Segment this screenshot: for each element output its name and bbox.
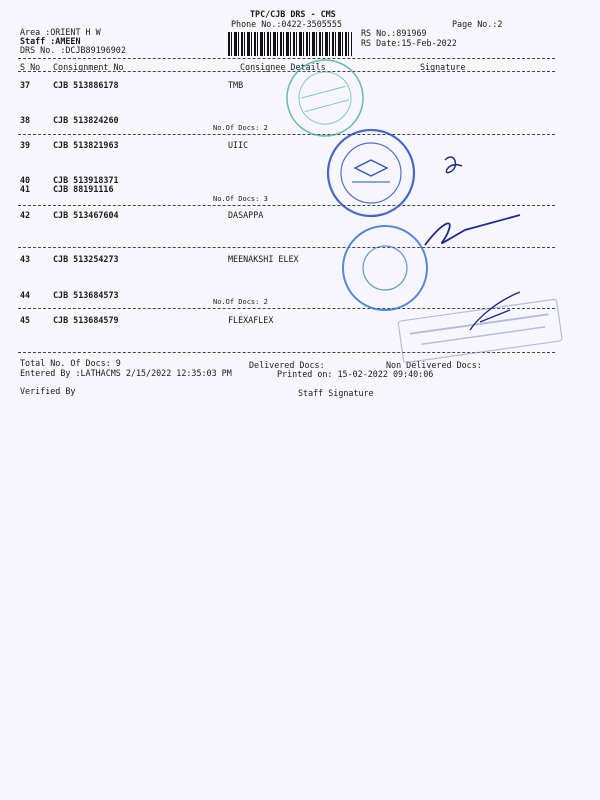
phone-number: Phone No.:0422-3505555 bbox=[231, 19, 342, 29]
divider bbox=[18, 205, 555, 206]
row-sno: 43 bbox=[20, 254, 31, 264]
divider bbox=[18, 308, 555, 309]
delivered-docs: Delivered Docs: bbox=[249, 360, 325, 370]
company-stamp bbox=[343, 226, 427, 310]
row-consignment: CJB 513684579 bbox=[53, 315, 119, 325]
rs-number: RS No.:891969 bbox=[361, 28, 427, 38]
col-sno: S No bbox=[20, 62, 41, 72]
drs-number: DRS No. :DCJB89196902 bbox=[20, 45, 126, 55]
signature-mark bbox=[445, 157, 462, 173]
col-signature: Signature bbox=[420, 62, 466, 72]
staff-label: Staff :AMEEN bbox=[20, 36, 81, 46]
row-sno: 42 bbox=[20, 210, 31, 220]
row-consignment: CJB 513886178 bbox=[53, 80, 119, 90]
row-consignment: CJB 513684573 bbox=[53, 290, 119, 300]
divider bbox=[18, 352, 555, 353]
rs-date: RS Date:15-Feb-2022 bbox=[361, 38, 457, 48]
printed-on: Printed on: 15-02-2022 09:40:06 bbox=[277, 369, 434, 379]
non-delivered-docs: Non Delivered Docs: bbox=[386, 360, 482, 370]
row-consignment: CJB 513821963 bbox=[53, 140, 119, 150]
total-docs: Total No. Of Docs: 9 bbox=[20, 358, 121, 368]
row-sno: 41 bbox=[20, 184, 31, 194]
row-consignee: UIIC bbox=[228, 140, 249, 150]
row-consignment: CJB 513467604 bbox=[53, 210, 119, 220]
col-consignment: Consignment No bbox=[53, 62, 124, 72]
row-doc-count: No.Of Docs: 2 bbox=[213, 298, 268, 306]
divider bbox=[18, 247, 555, 248]
row-consignee: MEENAKSHI ELEX bbox=[228, 254, 299, 264]
row-doc-count: No.Of Docs: 3 bbox=[213, 195, 268, 203]
divider bbox=[18, 134, 555, 135]
row-sno: 39 bbox=[20, 140, 31, 150]
page-number: Page No.:2 bbox=[452, 19, 503, 29]
row-sno: 37 bbox=[20, 80, 31, 90]
row-doc-count: No.Of Docs: 2 bbox=[213, 124, 268, 132]
doc-title: TPC/CJB DRS - CMS bbox=[250, 9, 336, 19]
barcode bbox=[228, 32, 352, 56]
row-consignee: DASAPPA bbox=[228, 210, 264, 220]
verified-by: Verified By bbox=[20, 386, 76, 396]
row-sno: 45 bbox=[20, 315, 31, 325]
divider bbox=[18, 71, 555, 72]
row-consignment: CJB 88191116 bbox=[53, 184, 114, 194]
row-consignment: CJB 513824260 bbox=[53, 115, 119, 125]
row-consignment: CJB 513918371 bbox=[53, 175, 119, 185]
row-sno: 38 bbox=[20, 115, 31, 125]
area-label: Area :ORIENT H W bbox=[20, 27, 101, 37]
entered-by: Entered By :LATHACMS 2/15/2022 12:35:03 PM bbox=[20, 368, 232, 378]
row-consignee: TMB bbox=[228, 80, 244, 90]
signature-mark bbox=[425, 215, 520, 245]
insurance-stamp bbox=[328, 130, 414, 216]
row-sno: 44 bbox=[20, 290, 31, 300]
signature-mark bbox=[470, 292, 520, 330]
row-sno: 40 bbox=[20, 175, 31, 185]
row-consignee: FLEXAFLEX bbox=[228, 315, 274, 325]
divider bbox=[18, 58, 555, 59]
col-consignee: Consignee Details bbox=[240, 62, 326, 72]
staff-signature: Staff Signature bbox=[298, 388, 374, 398]
row-consignment: CJB 513254273 bbox=[53, 254, 119, 264]
